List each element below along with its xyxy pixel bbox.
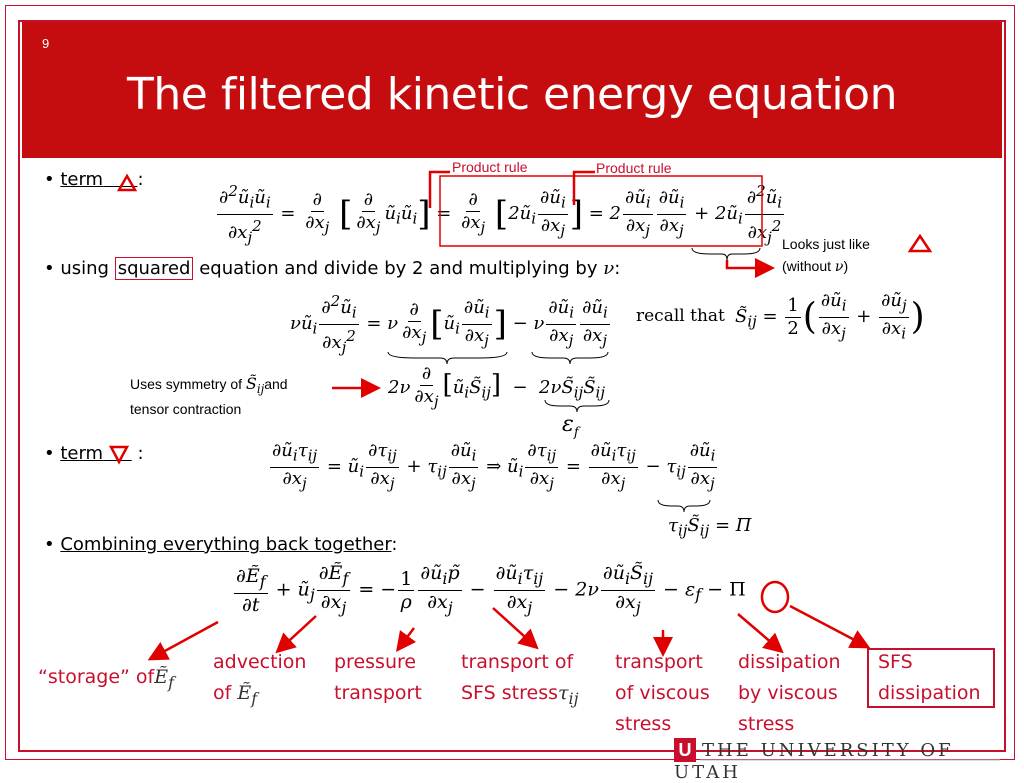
label-sfs-transport: transport of SFS stressτ$_{ij}$ [461, 651, 579, 708]
product-rule-box [440, 176, 762, 246]
squared-highlight: squared [115, 257, 194, 280]
u-logo-icon: U [674, 738, 696, 762]
bullet-term-label: term [60, 169, 104, 190]
label-viscous-transport: transport of viscous stress [615, 651, 710, 735]
brace-eq2-b [532, 352, 608, 364]
looks-like-line2: (without ν) [782, 258, 849, 275]
logo-text: THE UNIVERSITY OF UTAH [674, 740, 954, 783]
bullet-term-label-2: term [60, 443, 104, 464]
label-sfs-dissipation: SFS dissipation [878, 651, 981, 704]
symmetry-line2: tensor contraction [130, 400, 242, 417]
product-rule-note-2: Product rule [596, 160, 672, 176]
bullet-combining: • Combining everything back together: [44, 534, 398, 555]
equation-3: 2ν $\frac{\partial}{\partial x_j}$ $[ũ_iS̃_{ij}]$ − $2\nu S̃_{ij}S̃_{ij}$ [388, 363, 605, 411]
product-rule-note-1: Product rule [452, 159, 528, 175]
label-advection: advection of Ẽ$_f$ [213, 651, 307, 708]
looks-like-line1: Looks just like [782, 236, 870, 252]
arrow-advection [279, 616, 316, 650]
brace-eq2-a [388, 352, 507, 364]
triangle-down-icon [111, 447, 127, 462]
arrow-sfs-dissipation [790, 606, 866, 646]
product-rule-pointer-2 [574, 172, 595, 205]
arrow-looks-like [727, 260, 770, 268]
brace-eq1 [692, 248, 760, 260]
arrow-sfs-transport [493, 608, 535, 646]
tau-s-equals-pi: $\tau_{ij}S̃_{ij} = \Pi$ [668, 515, 752, 540]
brace-eq3 [545, 400, 609, 412]
label-viscous-dissipation: dissipation by viscous stress [738, 651, 841, 735]
equation-1: $\frac{\partial^2ũ_iũ_i}{\partial x_j^2}$ = $\frac{\partial}{\partial x_j}$ [ $\frac{\partial}{\partial x_j}$ $ũ_iũ_i$] = $\frac{\partial}{\partial x_j}$ [$2ũ_i$ $\frac{\partial ũ_i}{\partial x_j}$ ] = 2 $\frac{\partial ũ_i}{\partial x_j}$ $\frac{\partial ũ_i}{\partial x_j}$ + $2ũ_i$ $\frac{\partial^2ũ_i}{\partial x_j^2}$ [219, 182, 783, 247]
brace-eq4 [658, 500, 710, 512]
epsilon-f-symbol: $\varepsilon_f$ [562, 412, 579, 441]
page-title: The filtered kinetic energy equation [127, 69, 897, 120]
triangle-up-icon [119, 176, 135, 190]
bullet-term-down: • term : [44, 443, 144, 464]
triangle-up-icon-note [910, 236, 930, 251]
label-pressure-transport: pressure transport [334, 651, 422, 704]
combining-label: Combining everything back together [60, 534, 392, 555]
arrow-dissipation [738, 614, 780, 650]
bullet-squared: • using squared equation and divide by 2 and multiplying by ν: [44, 258, 621, 279]
recall-that-label: recall that [636, 306, 725, 326]
equation-4: $\frac{\partial ũ_i\tau_{ij}}{\partial x_j}$ = $ũ_i$ $\frac{\partial\tau_{ij}}{\partial x_j}$ + $\tau_{ij}$ $\frac{\partial ũ_i}{\partial x_j}$ ⇒ $ũ_i$ $\frac{\partial\tau_{ij}}{\partial x_j}$ = $\frac{\partial ũ_i\tau_{ij}}{\partial x_j}$ − $\tau_{ij}$ $\frac{\partial ũ_i}{\partial x_j}$ [272, 440, 716, 493]
bullet-term-up: • term : [44, 169, 144, 190]
equation-2: $\nu ũ_i$ $\frac{\partial^2ũ_i}{\partial x_j^2}$ = ν $\frac{\partial}{\partial x_j}$ [$ũ_i$ $\frac{\partial ũ_i}{\partial x_j}$ ] − ν $\frac{\partial ũ_i}{\partial x_j}$ $\frac{\partial ũ_i}{\partial x_j}$ [290, 292, 608, 357]
bullet-colon: : [137, 169, 144, 190]
final-equation: $\frac{\partial Ẽ_f}{\partial t}$ + $ũ_j$ $\frac{\partial Ẽ_f}{\partial x_j}$ = − $\frac{1}{\rho}$ $\frac{\partial ũ_ip̃}{\partial x_j}$ − $\frac{\partial ũ_i\tau_{ij}}{\partial x_j}$ − 2ν $\frac{\partial ũ_iS̃_{ij}}{\partial x_j}$ − $\varepsilon_f - \Pi$ [236, 562, 746, 617]
pi-circle [762, 582, 788, 612]
slide-number: 9 [42, 36, 50, 51]
label-storage: “storage” ofẼ$_f$ [38, 666, 174, 692]
arrow-storage [152, 622, 218, 658]
recall-equation: $S̃_{ij}$ = $\frac{1}{2}$ ( $\frac{\partial ũ_i}{\partial x_j}$ + $\frac{\partial ũ_j}{\partial x_i}$ ) [735, 290, 925, 343]
symmetry-line1: Uses symmetry of $S̃_{ij}and$ [130, 374, 288, 396]
arrow-pressure [399, 628, 414, 648]
